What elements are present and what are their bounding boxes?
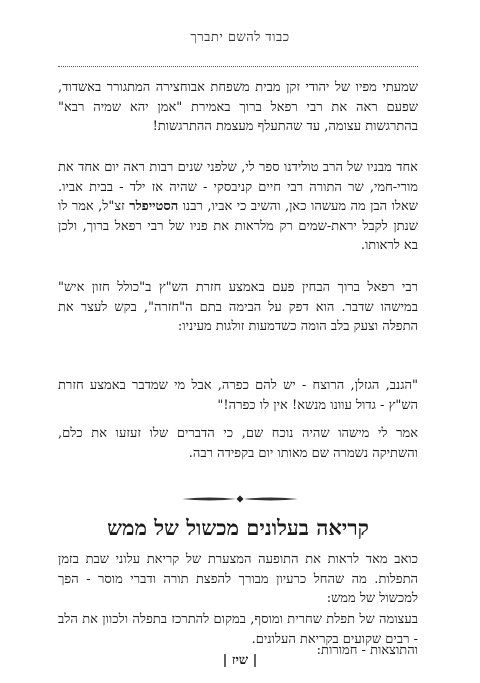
paragraph-2-text-a: אחד מבניו של הרב טולידנו ספר לי, שלפני שנים רבות ראה יום אחד את מורי-חמי, שר התורה רבי חיים קניבסקי - שהיה אז ילד - בבית אביו. שאלו הבן מה מעשהו כאן, והשיב כי אביו, רבנו — [58, 160, 418, 214]
paragraph-3: רבי רפאל ברוך הבחין פעם באמצע חזרת הש"ץ ב"כולל חזון איש" במישהו שדבר. הוא דפק על הבימה בתם ה"חזרה", בקש לעצר את התפלה וצעק בלב הומה כשדמעות זולגות מעיניו: — [58, 280, 418, 334]
paragraph-8: והתוצאות - חמורות: — [316, 643, 418, 658]
paragraph-7: בעצומה של תפלת שחרית ומוסף, במקום להתרכז בתפלה ולכוון את הלב - רבים שקועים בקריאת העלונים. — [58, 612, 418, 647]
paragraph-6: כואב מאד לראות את התופעה המצערת של קריאת עלוני שבת בזמן התפלות. מה שהחל כרעיון מבורך להפצת תורה ודברי מוסר - הפך למכשול של ממש: — [58, 552, 418, 606]
running-head: כבוד להשם יתברך — [190, 30, 290, 45]
paragraph-1: שמעתי מפיו של יהודי זקן מבית משפחת אבוחצירה המתגורר באשדוד, שפעם ראה את רבי רפאל ברוך באמירת "אמן יהא שמיה רבא" בהתרגשות עצומה, עד שהתעלף מעצמת ההתרגשות! — [58, 80, 418, 134]
paragraph-2-text-b: זצ"ל, אמר לו שנתן לקבל יראת-שמים רק מלראות את פניו של רבי רפאל ברוך, ולכן בא לראותו. — [58, 199, 418, 253]
header-divider — [58, 66, 418, 67]
steipler-name: הסטייפלר — [129, 199, 179, 214]
page-number: | שיז | — [222, 653, 258, 668]
section-title: קריאה בעלונים מכשול של ממש — [107, 515, 369, 540]
paragraph-5: אמר לי מישהו שהיה נוכח שם, כי הדברים שלו זעזעו את כלם, והשתיקה נשמרה שם מאותו יום בקפידה רבה. — [58, 426, 418, 461]
paragraph-2 — [58, 158, 418, 256]
paragraph-4-quote: "הגנב, הגזלן, הרוצח - יש להם כפרה, אבל מי שמדבר באמצע חזרת הש"ץ - גדול עוונו מנשא! אין לו כפרה!" — [58, 378, 418, 413]
section-divider-ornament — [180, 495, 300, 503]
